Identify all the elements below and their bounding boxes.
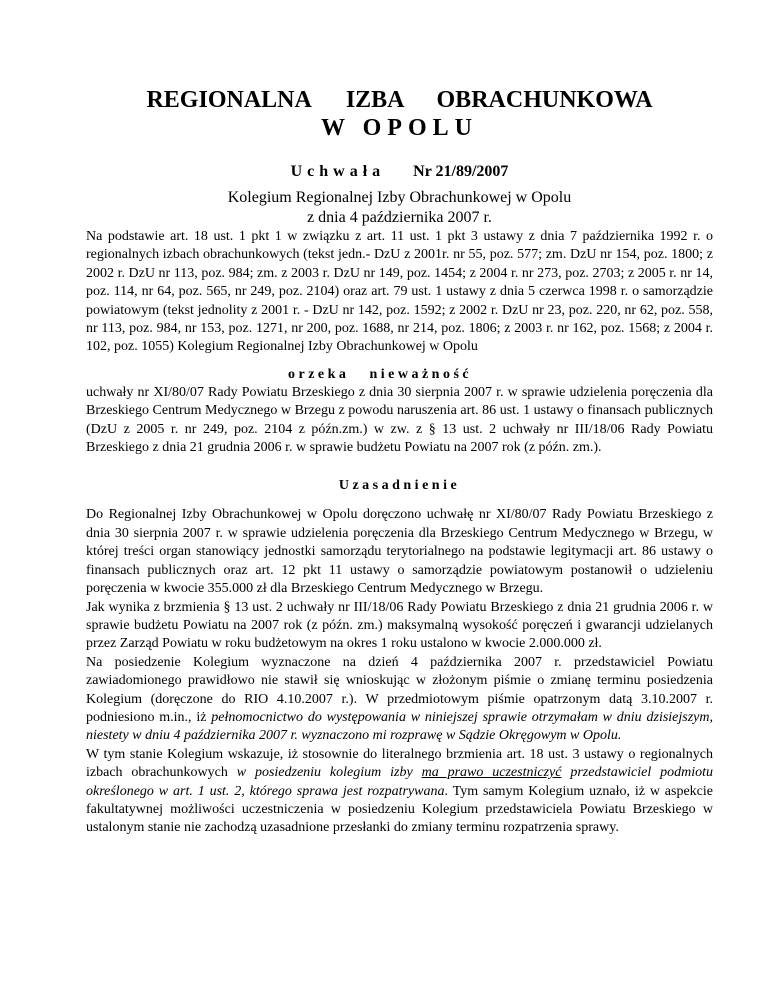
institution-title-word-1: REGIONALNA: [146, 87, 312, 113]
resolution-heading: [86, 162, 713, 182]
resolution-label: Uchwała: [290, 163, 386, 180]
decision-verb: orzeka: [288, 366, 350, 382]
quoted-statute-part-2: przedstawiciel podmiotu określonego w art. 1 ust. 2, którego sprawa jest rozpatrywana: [86, 765, 713, 799]
document-page: [86, 86, 713, 838]
justification-paragraph-3-text: Na posiedzenie Kolegium wyznaczone na dzień 4 października 2007 r. przedstawiciel Powiatu zawiadomionego prawidłowo nie stawił się wnioskując w złożonym piśmie o zmianę terminu posiedzenia Kolegium (doręczone do RIO 4.10.2007 r.). W przedmiotowym piśmie opatrzonym datą 3.10.2007 r. podniesiono m.in., iż: [86, 654, 713, 725]
justification-heading: Uzasadnienie: [338, 478, 461, 494]
institution-title-word-3: OBRACHUNKOWA: [436, 87, 653, 113]
justification-paragraph-2: Jak wynika z brzmienia § 13 ust. 2 uchwały nr III/18/06 Rady Powiatu Brzeskiego z dnia 21 grudnia 2006 r. w sprawie budżetu Powiatu na 2007 rok (z późn. zm.) maksymalną wysokość poręczeń i gwarancji udzielanych przez Zarząd Powiatu w roku budżetowym na okres 1 roku ustalono w kwocie 2.000.000 zł.: [86, 599, 713, 652]
decision-heading: [86, 366, 713, 384]
decision-paragraph: uchwały nr XI/80/07 Rady Powiatu Brzeskiego z dnia 30 sierpnia 2007 r. w sprawie udzielenia poręczenia dla Brzeskiego Centrum Medycznego w Brzegu z powodu naruszenia art. 86 ust. 1 ustawy o finansach publicznych (DzU z 2005 r. nr 249, poz. 2104 z późn.zm.) w zw. z § 13 ust. 2 uchwały nr III/18/06 Rady Powiatu Brzeskiego z dnia 21 grudnia 2006 r. w sprawie budżetu Powiatu na 2007 rok (z późn. zm.).: [86, 384, 713, 456]
justification-paragraph-1: Do Regionalnej Izby Obrachunkowej w Opolu doręczono uchwałę nr XI/80/07 Rady Powiatu Brzeskiego z dnia 30 sierpnia 2007 r. w sprawie udzielenia poręczenia dla Brzeskiego Centrum Medycznego w Brzegu, w której treści organ stanowiący jednostki samorządu terytorialnego na podstawie legitymacji art. 86 ustawy o finansach publicznych oraz art. 12 pkt 11 ustawy o samorządzie powiatowym postanowił o udzieleniu poręczenia w kwocie 355.000 zł dla Brzeskiego Centrum Medycznego w Brzegu.: [86, 507, 713, 597]
quoted-letter-excerpt: pełnomocnictwo do występowania w niniejszej sprawie otrzymałam w dniu dzisiejszym, niestety w dniu 4 października 2007 r. wyznaczono mi rozprawę w Sądzie Okręgowym w Opolu.: [86, 709, 713, 744]
resolution-number: Nr 21/89/2007: [413, 163, 509, 180]
quoted-statute-underlined: ma prawo uczestniczyć: [421, 765, 562, 781]
resolution-date: z dnia 4 października 2007 r.: [307, 209, 492, 226]
institution-title: [86, 86, 713, 114]
decision-object: nieważność: [369, 366, 473, 382]
justification-paragraph-4-text-b: . Tym samym Kolegium uznało, iż w aspekcie fakultatywnej możliwości uczestniczenia w posiedzeniu Kolegium przedstawiciela Powiatu Brzeskiego w ustalonym stanie nie zachodzą uzasadnione przesłanki do zmiany terminu rozpatrzenia sprawy.: [86, 783, 713, 836]
quoted-statute-part-1: w posiedzeniu kolegium izby: [236, 765, 422, 781]
resolution-issuer: Kolegium Regionalnej Izby Obrachunkowej w Opolu: [227, 189, 572, 206]
institution-location: W OPOLU: [321, 115, 478, 141]
justification-paragraph-4-text-a: W tym stanie Kolegium wskazuje, iż stosownie do literalnego brzmienia art. 18 ust. 3 ustawy o regionalnych izbach obrachunkowych: [86, 746, 713, 781]
justification-paragraph-3: [86, 654, 713, 746]
institution-title-word-2: IZBA: [345, 87, 405, 113]
legal-basis-paragraph: Na podstawie art. 18 ust. 1 pkt 1 w związku z art. 11 ust. 1 pkt 3 ustawy z dnia 7 października 1992 r. o regionalnych izbach obrachunkowych (tekst jedn.- DzU z 2001r. nr 55, poz. 577; zm. DzU nr 154, poz. 1800; z 2002 r. DzU nr 113, poz. 984; zm. z 2003 r. DzU nr 149, poz. 1454; z 2004 r. nr 273, poz. 2703; z 2005 r. nr 14, poz. 114, nr 64, poz. 565, nr 249, poz. 2104) oraz art. 79 ust. 1 ustawy z dnia 5 czerwca 1998 r. o samorządzie powiatowym (tekst jednolity z 2001 r. - DzU nr 142, poz. 1592; z 2002 r. DzU nr 23, poz. 220, nr 62, poz. 558, nr 113, poz. 984, nr 153, poz. 1271, nr 200, poz. 1688, nr 214, poz. 1806; z 2003 r. nr 162, poz. 1568; z 2004 r. 102, poz. 1055) Kolegium Regionalnej Izby Obrachunkowej w Opolu: [86, 229, 713, 355]
justification-paragraph-4: [86, 746, 713, 838]
